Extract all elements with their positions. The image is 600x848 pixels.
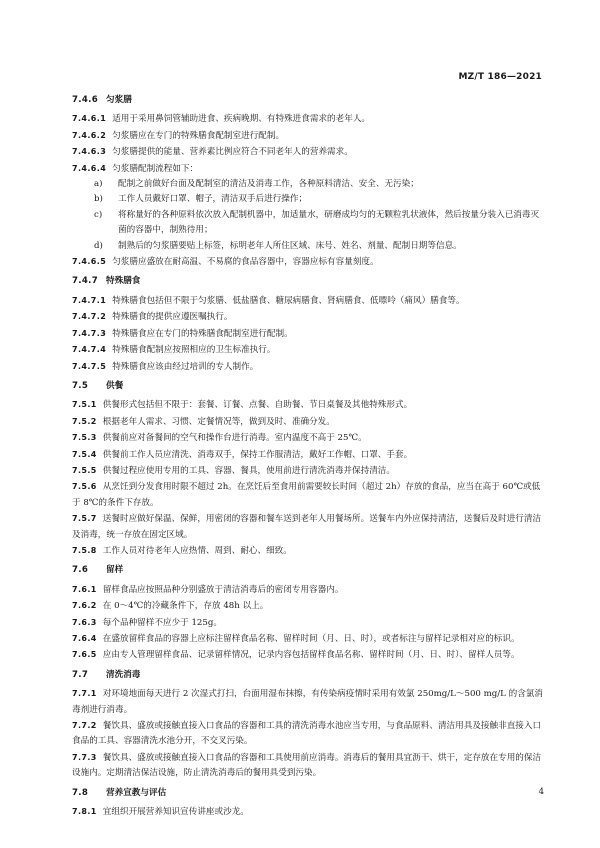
list-item — [72, 208, 546, 239]
clause-text: 特殊膳食应在专门的特殊膳食配制室进行配制。 — [112, 328, 293, 339]
clause-number: 7.4.7.5 — [72, 361, 107, 371]
clause-number: 7.5.6 — [72, 482, 97, 492]
clause-text: 匀浆膳应盛放在耐高温、不易腐的食品容器中，容器应标有容量刻度。 — [112, 257, 379, 268]
list-marker: a) — [94, 179, 103, 190]
clause-text: 供餐过程应使用专用的工具、容器、餐具，使用前进行清洗消毒并保持清洁。 — [102, 465, 395, 476]
section-number: 7.6 — [72, 565, 89, 576]
clause-text: 根据老年人需求、习惯、定餐情况等，做到及时、准确分发。 — [102, 416, 335, 427]
clause-number: 7.4.7.1 — [72, 295, 107, 305]
clause-text: 匀浆膳提供的能量、营养素比例应符合不同老年人的营养需求。 — [112, 147, 353, 158]
clause-text: 供餐前应对备餐间的空气和操作台进行消毒。室内温度不高于 25℃。 — [102, 433, 367, 444]
list-text: 制熟后的匀浆膳要贴上标签，标明老年人所住区域、床号、姓名、剂量、配制日期等信息。 — [118, 240, 462, 251]
section-number: 7.5 — [72, 380, 89, 391]
clause-number: 7.6.4 — [72, 634, 97, 643]
clause — [72, 309, 546, 325]
clause — [72, 615, 546, 631]
clause — [72, 804, 546, 820]
clause — [72, 718, 546, 750]
clause-number: 7.5.5 — [72, 465, 97, 475]
clause-number: 7.7.1 — [72, 689, 97, 699]
list-item — [72, 177, 546, 192]
section-number: 7.4.6 — [72, 95, 98, 105]
section-title: 特殊膳食 — [106, 276, 141, 287]
section-title: 营养宣教与评估 — [106, 787, 167, 798]
clause-number: 7.4.7.2 — [72, 312, 107, 322]
section-number: 7.8 — [72, 787, 89, 798]
clause — [72, 582, 546, 598]
clause — [72, 128, 546, 144]
clause-text: 餐饮具、盛放或接触直接入口食品的容器和工具的清洗消毒水池应当专用，与食品原料、清洁用具及接触非直接入口食品的工具、容器清洗水池分开，不交叉污染。 — [72, 721, 542, 747]
clause-text: 送餐时应做好保温、保鲜，用密闭的容器和餐车送到老年人用餐场所。送餐车内外应保持清洁，送餐后及时进行清洁及消毒，统一存放在固定区域。 — [72, 514, 542, 540]
section-title: 清洗消毒 — [106, 669, 141, 680]
section-number: 7.4.7 — [72, 276, 98, 287]
section-title: 供餐 — [106, 380, 124, 391]
clause — [72, 479, 546, 511]
section-heading — [72, 274, 546, 289]
clause-number: 7.5.4 — [72, 449, 97, 459]
section-heading — [72, 379, 546, 394]
clause-number: 7.7.2 — [72, 721, 97, 731]
page-number: 4 — [538, 787, 544, 797]
clause-number: 7.5.3 — [72, 433, 97, 443]
document-code: MZ/T 186—2021 — [458, 72, 542, 82]
clause — [72, 598, 546, 614]
clause — [72, 293, 546, 309]
clause-text: 餐饮具、盛放或接触直接入口食品的容器和工具使用前应消毒。消毒后的餐用具宜沥干、烘干，定存放在专用的保洁设施内。定期清洁保洁设施，防止清洗消毒后的餐用具受到污染。 — [72, 752, 542, 779]
list-text: 将称量好的各种原料依次放入配制机器中，加适量水，研磨成均匀的无颗粒乳状液体，然后按量分装入已消毒灭菌的容器中，制熟待用； — [118, 209, 540, 236]
clause — [72, 111, 546, 127]
clause — [72, 686, 546, 718]
clause-text: 在盛放留样食品的容器上应标注留样食品名称、留样时间（月、日、时），或者标注与留样记录相对应的标识。 — [102, 634, 520, 644]
list-marker: c) — [94, 209, 103, 220]
clause — [72, 414, 546, 430]
clause-number: 7.5.2 — [72, 416, 97, 426]
clause — [72, 326, 546, 342]
section-title: 匀浆膳 — [106, 95, 132, 105]
clause-text: 特殊膳食包括但不限于匀浆膳、低盐膳食、糖尿病膳食、肾病膳食、低嘌呤（痛风）膳食等。 — [112, 295, 465, 306]
clause — [72, 430, 546, 446]
clause-number: 7.6.1 — [72, 584, 97, 594]
list-marker: b) — [94, 194, 103, 205]
clause — [72, 631, 546, 647]
clause-number: 7.4.7.4 — [72, 345, 107, 355]
clause-number: 7.8.1 — [72, 807, 97, 817]
clause-text: 应由专人管理留样食品、记录留样情况，记录内容包括留样食品名称、留样时间（月、日、时）、留样人员等。 — [102, 650, 520, 661]
section-title: 留样 — [106, 565, 124, 576]
clause-number: 7.5.8 — [72, 545, 97, 555]
page-content — [72, 93, 546, 820]
list-item — [72, 239, 546, 254]
clause-text: 特殊膳食配制应按照相应的卫生标准执行。 — [112, 345, 276, 356]
section-heading — [72, 786, 546, 801]
list-marker: d) — [94, 240, 103, 251]
section-heading — [72, 93, 546, 108]
clause-text: 宜组织开展营养知识宣传讲座或沙龙。 — [102, 807, 249, 818]
clause-text: 适用于采用鼻饲管辅助进食、疾病晚期、有特殊进食需求的老年人。 — [112, 114, 371, 125]
clause-text: 特殊膳食应该由经过培训的专人制作。 — [112, 361, 259, 372]
section-heading — [72, 668, 546, 683]
clause-text: 匀浆膳配制流程如下： — [112, 163, 199, 174]
clause — [72, 511, 546, 543]
clause-text: 供餐前工作人员应清洗、消毒双手，保持工作服清洁，戴好工作帽、口罩、手套。 — [102, 449, 413, 460]
list-item — [72, 192, 546, 207]
clause-text: 在 0～4℃的冷藏条件下，存放 48h 以上。 — [102, 601, 269, 612]
clause-number: 7.4.6.4 — [72, 163, 107, 173]
clause — [72, 463, 546, 479]
list-text: 配制之前做好台面及配制室的清洁及消毒工作，各种原料清洁、安全、无污染； — [118, 179, 419, 190]
clause-text: 每个品种留样不应少于 125g。 — [102, 617, 222, 628]
clause — [72, 161, 546, 177]
clause — [72, 397, 546, 413]
clause-number: 7.6.2 — [72, 601, 97, 611]
clause-number: 7.4.6.1 — [72, 114, 107, 124]
clause — [72, 647, 546, 663]
clause-text: 特殊膳食的提供应遵医嘱执行。 — [112, 312, 233, 323]
clause-text: 留样食品应按照品种分别盛放于清洁消毒后的密闭专用容器内。 — [102, 584, 344, 595]
clause — [72, 144, 546, 160]
clause-text: 从烹饪到分发食用时限不超过 2h。在烹饪后至食用前需要较长时间（超过 2h）存放的食品，应当在高于 60℃或低于 8℃的条件下存放。 — [72, 482, 541, 508]
clause-number: 7.4.7.3 — [72, 328, 107, 338]
section-heading — [72, 563, 546, 578]
clause-number: 7.4.6.5 — [72, 257, 107, 267]
clause — [72, 342, 546, 358]
clause-number: 7.4.6.3 — [72, 147, 107, 157]
clause-text: 对环境地面每天进行 2 次湿式打扫，台面用湿布抹擦，有传染病疫情时采用有效氯 250mg/L～500 mg/L 的含氯消毒剂进行消毒。 — [72, 689, 543, 715]
clause-text: 供餐形式包括但不限于：套餐、订餐、点餐、自助餐、节日桌餐及其他特殊形式。 — [102, 400, 413, 411]
section-number: 7.7 — [72, 669, 89, 680]
clause-number: 7.6.3 — [72, 617, 97, 627]
clause-number: 7.5.7 — [72, 514, 97, 524]
clause-number: 7.4.6.2 — [72, 130, 107, 140]
clause — [72, 254, 546, 270]
clause — [72, 447, 546, 463]
clause-number: 7.6.5 — [72, 650, 97, 660]
clause-number: 7.7.3 — [72, 752, 97, 762]
clause-text: 工作人员对待老年人应热情、周到、耐心、细致。 — [102, 545, 292, 556]
list-text: 工作人员戴好口罩、帽子，清洁双手后进行操作； — [118, 194, 308, 205]
clause — [72, 543, 546, 559]
clause-text: 匀浆膳应在专门的特殊膳食配制室进行配制。 — [112, 130, 285, 141]
clause-number: 7.5.1 — [72, 400, 97, 410]
clause — [72, 359, 546, 375]
clause — [72, 750, 546, 782]
